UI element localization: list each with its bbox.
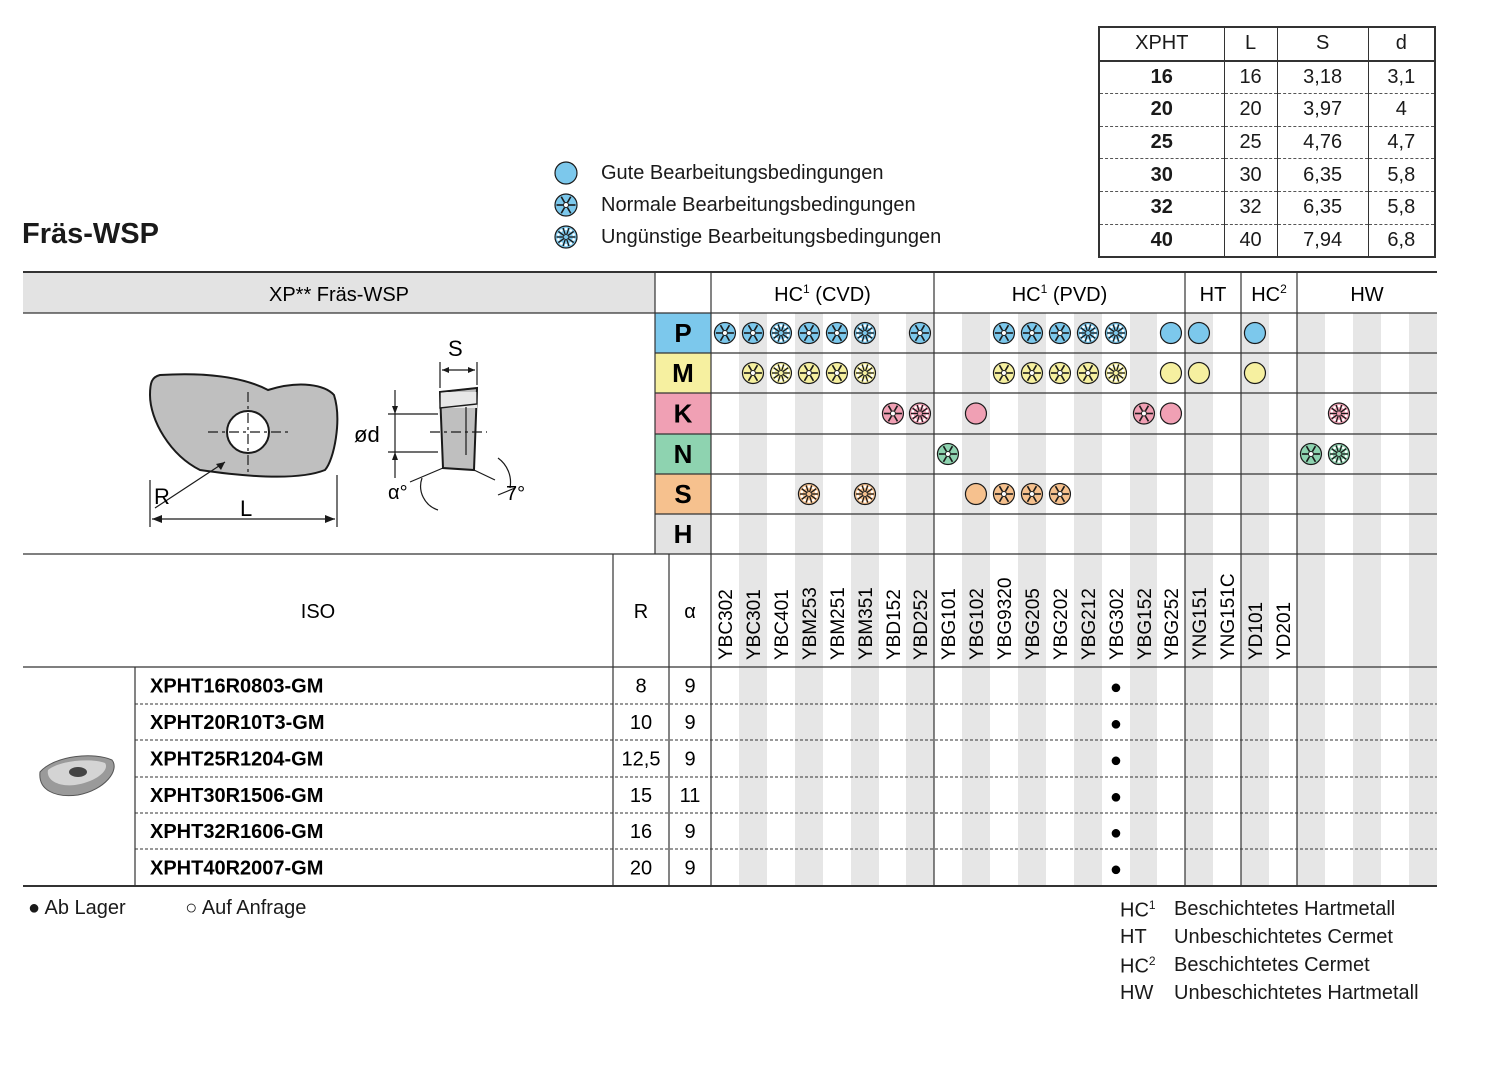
abbreviation-legend	[1120, 898, 1419, 1010]
shaded-column	[1241, 313, 1269, 886]
normal-condition-star-icon	[993, 363, 1014, 384]
grade-label-ybm253: YBM253	[799, 587, 821, 660]
grade-label-ybg9320: YBG9320	[994, 577, 1016, 660]
dims-cell: 3,1	[1368, 61, 1435, 94]
grade-label-yd201: YD201	[1273, 601, 1295, 660]
grade-label-ybg302: YBG302	[1106, 588, 1128, 660]
normal-condition-star-icon	[1049, 363, 1070, 384]
page-title: Fräs-WSP	[22, 218, 159, 250]
col-alpha: α	[684, 601, 696, 623]
group-header-1: $HC^1$ (PVD)	[1011, 282, 1108, 306]
good-condition-circle-icon	[965, 403, 986, 424]
group-header-3: $HC^2$	[1251, 282, 1287, 306]
material-cells	[23, 273, 711, 554]
normal-condition-star-icon	[1133, 403, 1154, 424]
normal-condition-star-icon	[742, 323, 763, 344]
normal-condition-star-icon	[1049, 484, 1070, 505]
grade-label-ybd252: YBD252	[910, 589, 932, 660]
dims-cell: 3,18	[1277, 61, 1368, 94]
dims-cell: 3,97	[1277, 94, 1368, 127]
dims-cell: 25	[1099, 126, 1224, 159]
normal-condition-star-icon	[1300, 444, 1321, 465]
grade-label-ybg152: YBG152	[1134, 588, 1156, 660]
product-r: 10	[629, 712, 653, 734]
dims-cell: 5,8	[1368, 191, 1435, 224]
group-header-2: HT	[1199, 284, 1227, 306]
abbreviation-desc: Unbeschichtetes Hartmetall	[1174, 982, 1419, 1004]
product-code: XPHT25R1204-GM	[150, 748, 324, 771]
dims-cell: 25	[1224, 126, 1277, 159]
abbreviation-row	[1120, 954, 1419, 982]
normal-condition-star-icon	[909, 323, 930, 344]
normal-condition-star-icon	[1049, 323, 1070, 344]
good-condition-circle-icon	[1244, 363, 1265, 384]
grade-label-ybg101: YBG101	[938, 588, 960, 660]
material-letter-k: K	[673, 398, 693, 429]
legend-label-unfavorable: Ungünstige Bearbeitungsbedingungen	[601, 225, 942, 248]
normal-condition-star-icon	[798, 363, 819, 384]
col-iso: ISO	[300, 601, 336, 623]
good-condition-circle-icon	[1160, 363, 1181, 384]
on-request-label: ○ Auf Anfrage	[185, 897, 307, 919]
material-letter-n: N	[673, 439, 693, 469]
insert-product-photo	[40, 756, 114, 796]
dims-cell: 4,76	[1277, 126, 1368, 159]
dims-cell: 6,8	[1368, 224, 1435, 257]
unfavorable-condition-star-icon	[854, 484, 875, 505]
in-stock-dot: ●	[1109, 713, 1122, 735]
grade-label-ybg212: YBG212	[1078, 588, 1100, 660]
abbreviation: $HC^2$	[1120, 954, 1156, 978]
product-alpha: 9	[684, 821, 696, 843]
group-header-0: $HC^1$ (CVD)	[774, 282, 871, 306]
insert-technical-drawing	[150, 336, 525, 527]
group-header-4: HW	[1350, 284, 1384, 306]
grade-label-ybc302: YBC302	[715, 589, 737, 660]
label-d: ød	[354, 422, 380, 447]
dims-cell: 16	[1224, 61, 1277, 94]
unfavorable-condition-star-icon	[1105, 363, 1126, 384]
abbreviation-row	[1120, 982, 1419, 1010]
normal-condition-star-icon	[1021, 363, 1042, 384]
normal-condition-star-icon	[882, 403, 903, 424]
abbreviation-row	[1120, 898, 1419, 926]
grade-label-ybg102: YBG102	[966, 588, 988, 660]
abbreviation: HW	[1120, 982, 1154, 1004]
abbreviation-row	[1120, 926, 1419, 954]
label-seven-degrees: 7°	[506, 483, 526, 505]
product-code: XPHT20R10T3-GM	[150, 712, 325, 734]
unfavorable-condition-star-icon	[770, 323, 791, 344]
unfavorable-condition-star-icon	[770, 363, 791, 384]
material-letter-h: H	[673, 519, 693, 549]
good-condition-circle-icon	[1188, 323, 1209, 344]
grade-label-ybd152: YBD152	[883, 589, 905, 660]
unfavorable-condition-star-icon	[1328, 403, 1349, 424]
grade-label-ybm351: YBM351	[855, 587, 877, 660]
normal-condition-star-icon	[1077, 363, 1098, 384]
in-stock-dot: ●	[1109, 786, 1122, 808]
shaded-column	[1297, 313, 1325, 886]
normal-condition-star-icon	[993, 484, 1014, 505]
availability-legend	[28, 897, 306, 920]
material-letter-m: M	[672, 358, 694, 388]
good-condition-circle-icon	[1244, 323, 1265, 344]
dims-cell: 4,7	[1368, 126, 1435, 159]
dims-cell: 20	[1224, 94, 1277, 127]
product-r: 15	[629, 785, 653, 807]
label-alpha: α°	[388, 482, 408, 504]
in-stock-label: ● Ab Lager	[28, 897, 126, 919]
dims-cell: L	[1224, 27, 1277, 61]
good-condition-circle-icon	[1160, 323, 1181, 344]
good-condition-circle-icon	[965, 484, 986, 505]
dims-cell: XPHT	[1099, 27, 1224, 61]
product-r: 8	[635, 675, 647, 698]
product-r: 20	[629, 857, 653, 880]
product-alpha: 11	[679, 785, 701, 807]
unfavorable-condition-star-icon	[854, 363, 875, 384]
abbreviation: $HC^1$	[1120, 898, 1156, 922]
in-stock-dot: ●	[1109, 676, 1122, 699]
unfavorable-condition-star-icon	[1328, 444, 1349, 465]
unfavorable-condition-star-icon	[1105, 323, 1126, 344]
label-r: R	[154, 484, 170, 509]
in-stock-dot: ●	[1109, 749, 1122, 772]
legend-label-good: Gute Bearbeitungsbedingungen	[601, 161, 884, 184]
in-stock-dot: ●	[1109, 822, 1122, 844]
dims-cell: 7,94	[1277, 224, 1368, 257]
material-letter-p: P	[674, 318, 692, 348]
dims-cell: 20	[1099, 94, 1224, 127]
grade-label-yng151: YNG151	[1189, 587, 1211, 660]
unfavorable-condition-star-icon	[798, 484, 819, 505]
dims-cell: S	[1277, 27, 1368, 61]
product-alpha: 9	[684, 857, 696, 880]
normal-condition-star-icon	[937, 444, 958, 465]
col-r: R	[633, 601, 649, 623]
abbreviation-desc: Beschichtetes Cermet	[1174, 954, 1370, 976]
product-r: 12,5	[621, 748, 661, 771]
dims-cell: 40	[1099, 224, 1224, 257]
product-r: 16	[629, 821, 653, 843]
dims-cell: 5,8	[1368, 159, 1435, 192]
grade-label-ybg202: YBG202	[1050, 588, 1072, 660]
normal-condition-star-icon	[993, 323, 1014, 344]
normal-condition-star-icon	[798, 323, 819, 344]
label-l: L	[240, 496, 253, 521]
product-alpha: 9	[684, 675, 696, 698]
grade-label-ybg252: YBG252	[1161, 588, 1183, 660]
section-header: XP** Fräs-WSP	[268, 284, 410, 306]
label-s: S	[448, 336, 463, 361]
product-code: XPHT40R2007-GM	[150, 857, 324, 880]
unfavorable-condition-star-icon	[1077, 323, 1098, 344]
in-stock-dot: ●	[1109, 858, 1122, 881]
legend-label-normal: Normale Bearbeitungsbedingungen	[601, 193, 916, 216]
good-condition-circle-icon	[1160, 403, 1181, 424]
product-code: XPHT16R0803-GM	[150, 675, 324, 698]
good-condition-circle-icon	[1188, 363, 1209, 384]
dims-cell: 4	[1368, 94, 1435, 127]
normal-condition-star-icon	[826, 363, 847, 384]
normal-condition-star-icon	[1021, 484, 1042, 505]
product-code: XPHT30R1506-GM	[150, 785, 324, 807]
product-alpha: 9	[684, 712, 696, 734]
grade-label-yng151c: YNG151C	[1217, 573, 1239, 660]
dims-cell: 32	[1099, 191, 1224, 224]
dims-cell: 30	[1099, 159, 1224, 192]
grade-label-ybc401: YBC401	[771, 589, 793, 660]
dims-cell: 6,35	[1277, 191, 1368, 224]
grade-label-ybm251: YBM251	[827, 587, 849, 660]
normal-condition-star-icon	[1021, 323, 1042, 344]
dims-cell: 32	[1224, 191, 1277, 224]
shaded-column	[1409, 313, 1437, 886]
unfavorable-condition-star-icon	[854, 323, 875, 344]
material-letter-s: S	[674, 479, 692, 509]
grade-label-yd101: YD101	[1245, 601, 1267, 660]
dims-cell: 40	[1224, 224, 1277, 257]
abbreviation: HT	[1120, 926, 1147, 948]
abbreviation-desc: Beschichtetes Hartmetall	[1174, 898, 1396, 920]
normal-condition-star-icon	[826, 323, 847, 344]
grade-label-ybc301: YBC301	[743, 589, 765, 660]
dims-cell: d	[1368, 27, 1435, 61]
abbreviation-desc: Unbeschichtetes Cermet	[1174, 926, 1393, 948]
shaded-column	[1353, 313, 1381, 886]
product-alpha: 9	[684, 748, 696, 771]
dims-cell: 6,35	[1277, 159, 1368, 192]
unfavorable-condition-star-icon	[909, 403, 930, 424]
normal-condition-star-icon	[742, 363, 763, 384]
grade-label-ybg205: YBG205	[1022, 588, 1044, 660]
dims-cell: 30	[1224, 159, 1277, 192]
dims-cell: 16	[1099, 61, 1224, 94]
product-code: XPHT32R1606-GM	[150, 821, 324, 843]
normal-condition-star-icon	[714, 323, 735, 344]
